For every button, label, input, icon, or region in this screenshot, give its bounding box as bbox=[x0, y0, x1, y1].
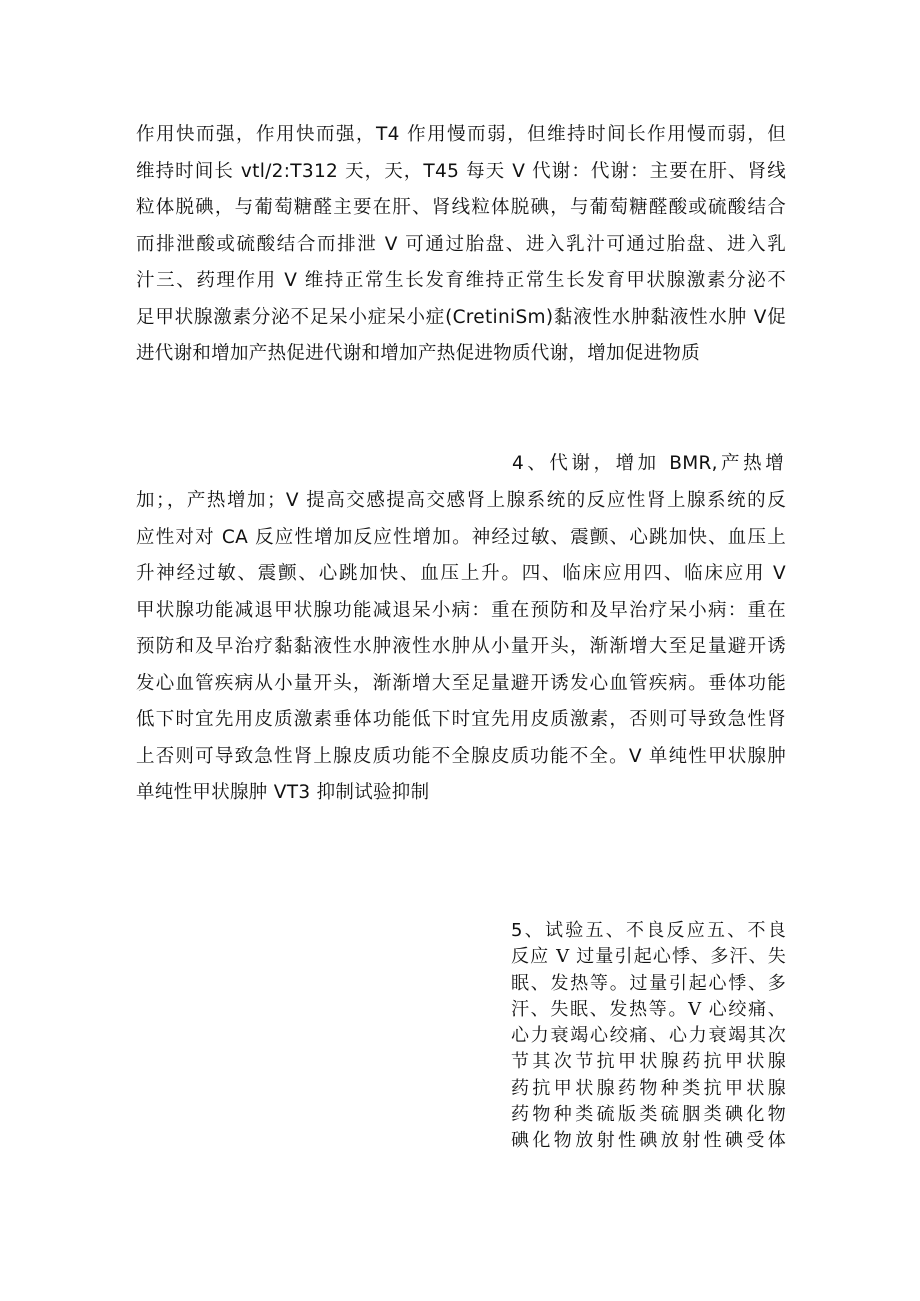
paragraph-clinical-application bbox=[136, 483, 786, 812]
text-line: 节其次节抗甲状腺药抗甲状腺 bbox=[511, 1051, 786, 1073]
paragraph-thyroid-hormone-pharmacology bbox=[136, 117, 786, 373]
text-line: 而排泄酸或硫酸结合而排泄 V 可通过胎盘、进入乳汁可通过胎盘、进入乳 bbox=[136, 233, 786, 255]
paragraph-adverse-reactions bbox=[511, 918, 786, 1155]
text-line: 预防和及早治疗黏黏液性水肿液性水肿从小量开头，渐渐增大至足量避开诱 bbox=[136, 636, 786, 657]
text-line: 发心血管疾病从小量开头，渐渐增大至足量避开诱发心血管疾病。垂体功能 bbox=[136, 672, 786, 694]
text-line: 甲状腺功能减退甲状腺功能减退呆小病：重在预防和及早治疗呆小病：重在 bbox=[136, 599, 786, 621]
text-line: 单纯性甲状腺肿 VT3 抑制试验抑制 bbox=[136, 782, 430, 803]
text-line: 低下时宜先用皮质激素垂体功能低下时宜先用皮质激素，否则可导致急性肾 bbox=[136, 709, 786, 730]
text-line: 汁三、药理作用 V 维持正常生长发育维持正常生长发育甲状腺激素分泌不 bbox=[136, 270, 786, 291]
text-line: 应性对对 CA 反应性增加反应性增加。神经过敏、震颤、心跳加快、血压上 bbox=[136, 526, 786, 548]
text-line: 药抗甲状腺药物种类抗甲状腺 bbox=[511, 1077, 786, 1099]
text-line: 药物种类硫版类硫胭类碘化物 bbox=[511, 1104, 786, 1126]
text-line: 加；，产热增加；V 提高交感提高交感肾上腺系统的反应性肾上腺系统的反 bbox=[136, 490, 786, 511]
text-line: 汗、失眠、发热等。V 心绞痛、 bbox=[511, 998, 786, 1020]
text-line: 心力衰竭心绞痛、心力衰竭其次 bbox=[511, 1025, 786, 1047]
text-line: 5、试验五、不良反应五、不良 bbox=[511, 920, 786, 941]
text-line: 维持时间长 vtl/2:T312 天，天，T45 每天 V 代谢：代谢：主要在肝、肾线 bbox=[136, 160, 786, 182]
text-line: 足甲状腺激素分泌不足呆小症呆小症(CretiniSm)黏液性水肿黏液性水肿 V促 bbox=[136, 306, 786, 328]
text-line: 碘化物放射性碘放射性碘受体 bbox=[511, 1130, 786, 1152]
text-line: 升神经过敏、震颤、心跳加快、血压上升。四、临床应用四、临床应用 V bbox=[136, 563, 786, 584]
paragraph-metabolism-lead: 4、代谢，增加 BMR,产热增 bbox=[512, 453, 784, 474]
text-line: 进代谢和增加产热促进代谢和增加产热促进物质代谢，增加促进物质 bbox=[136, 343, 701, 364]
text-line: 上否则可导致急性肾上腺皮质功能不全腺皮质功能不全。V 单纯性甲状腺肿 bbox=[136, 745, 786, 767]
text-line: 反应 V 过量引起心悸、多汗、失 bbox=[511, 946, 786, 968]
text-line: 作用快而强，作用快而强，T4 作用慢而弱，但维持时间长作用慢而弱，但 bbox=[136, 124, 786, 145]
text-line: 眠、发热等。过量引起心悸、多 bbox=[511, 972, 786, 994]
text-line: 粒体脱碘，与葡萄糖醛主要在肝、肾线粒体脱碘，与葡萄糖醛酸或硫酸结合 bbox=[136, 197, 786, 218]
